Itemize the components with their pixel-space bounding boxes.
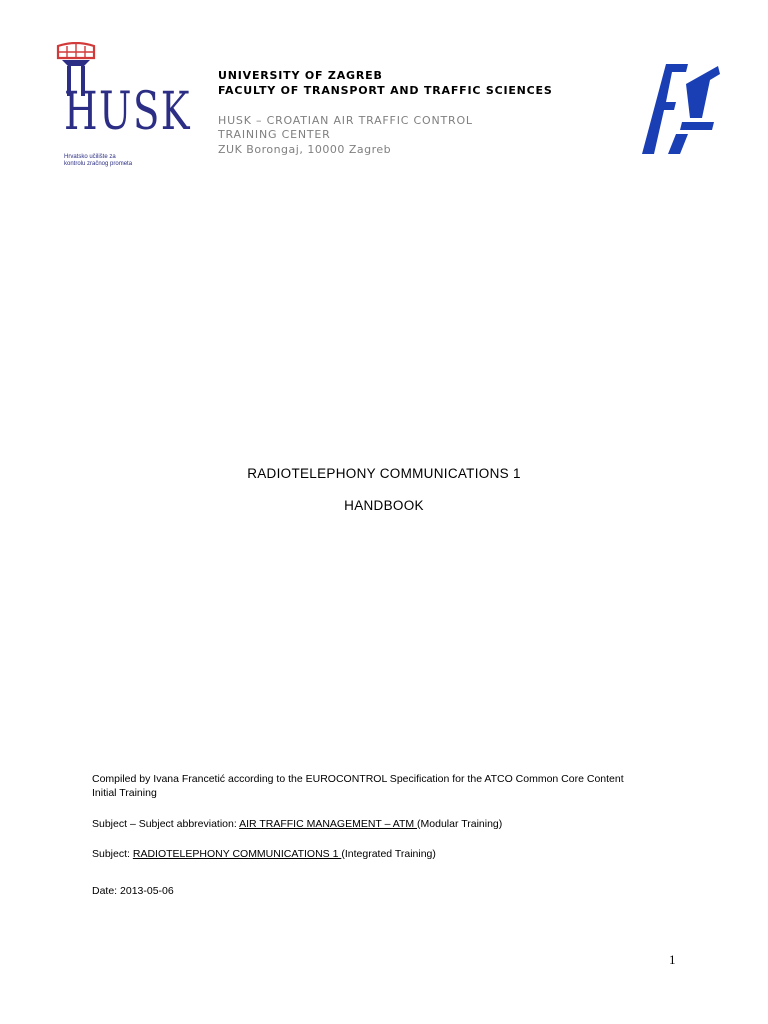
compiled-by-line1: Compiled by Ivana Francetić according to the EUROCONTROL Specification for the ATCO Common Core Content (92, 773, 624, 785)
husk-caption-line1: Hrvatsko učilište za (64, 154, 116, 160)
university-name: UNIVERSITY OF ZAGREB (218, 69, 383, 82)
subject-label: Subject: (92, 848, 133, 860)
subject (92, 847, 436, 862)
subject-abbreviation (92, 817, 502, 832)
page-number: 1 (669, 952, 676, 967)
document-date: Date: 2013-05-06 (92, 885, 174, 897)
subject-abbreviation-value: AIR TRAFFIC MANAGEMENT – ATM (239, 818, 418, 830)
husk-caption-line2: kontrolu zračnog prometa (64, 160, 133, 167)
subject-abbreviation-suffix: (Modular Training) (417, 818, 503, 830)
document-title: RADIOTELEPHONY COMMUNICATIONS 1 (247, 466, 521, 481)
fpz-logo-icon (636, 62, 722, 156)
document-subtitle: HANDBOOK (344, 498, 424, 513)
compiled-by-line2: Initial Training (92, 787, 157, 799)
subject-suffix: (Integrated Training) (341, 848, 436, 860)
center-name-line2: TRAINING CENTER (218, 128, 331, 141)
subject-abbreviation-label: Subject – Subject abbreviation: (92, 818, 240, 830)
husk-logo (54, 42, 192, 170)
husk-wordmark: HUSK (64, 82, 192, 142)
center-address: ZUK Borongaj, 10000 Zagreb (218, 143, 392, 156)
husk-caption (64, 154, 176, 167)
faculty-logo (636, 62, 722, 156)
faculty-name: FACULTY OF TRANSPORT AND TRAFFIC SCIENCES (218, 84, 553, 97)
subject-value: RADIOTELEPHONY COMMUNICATIONS 1 (132, 848, 342, 860)
center-name-line1: HUSK – CROATIAN AIR TRAFFIC CONTROL (218, 114, 473, 127)
